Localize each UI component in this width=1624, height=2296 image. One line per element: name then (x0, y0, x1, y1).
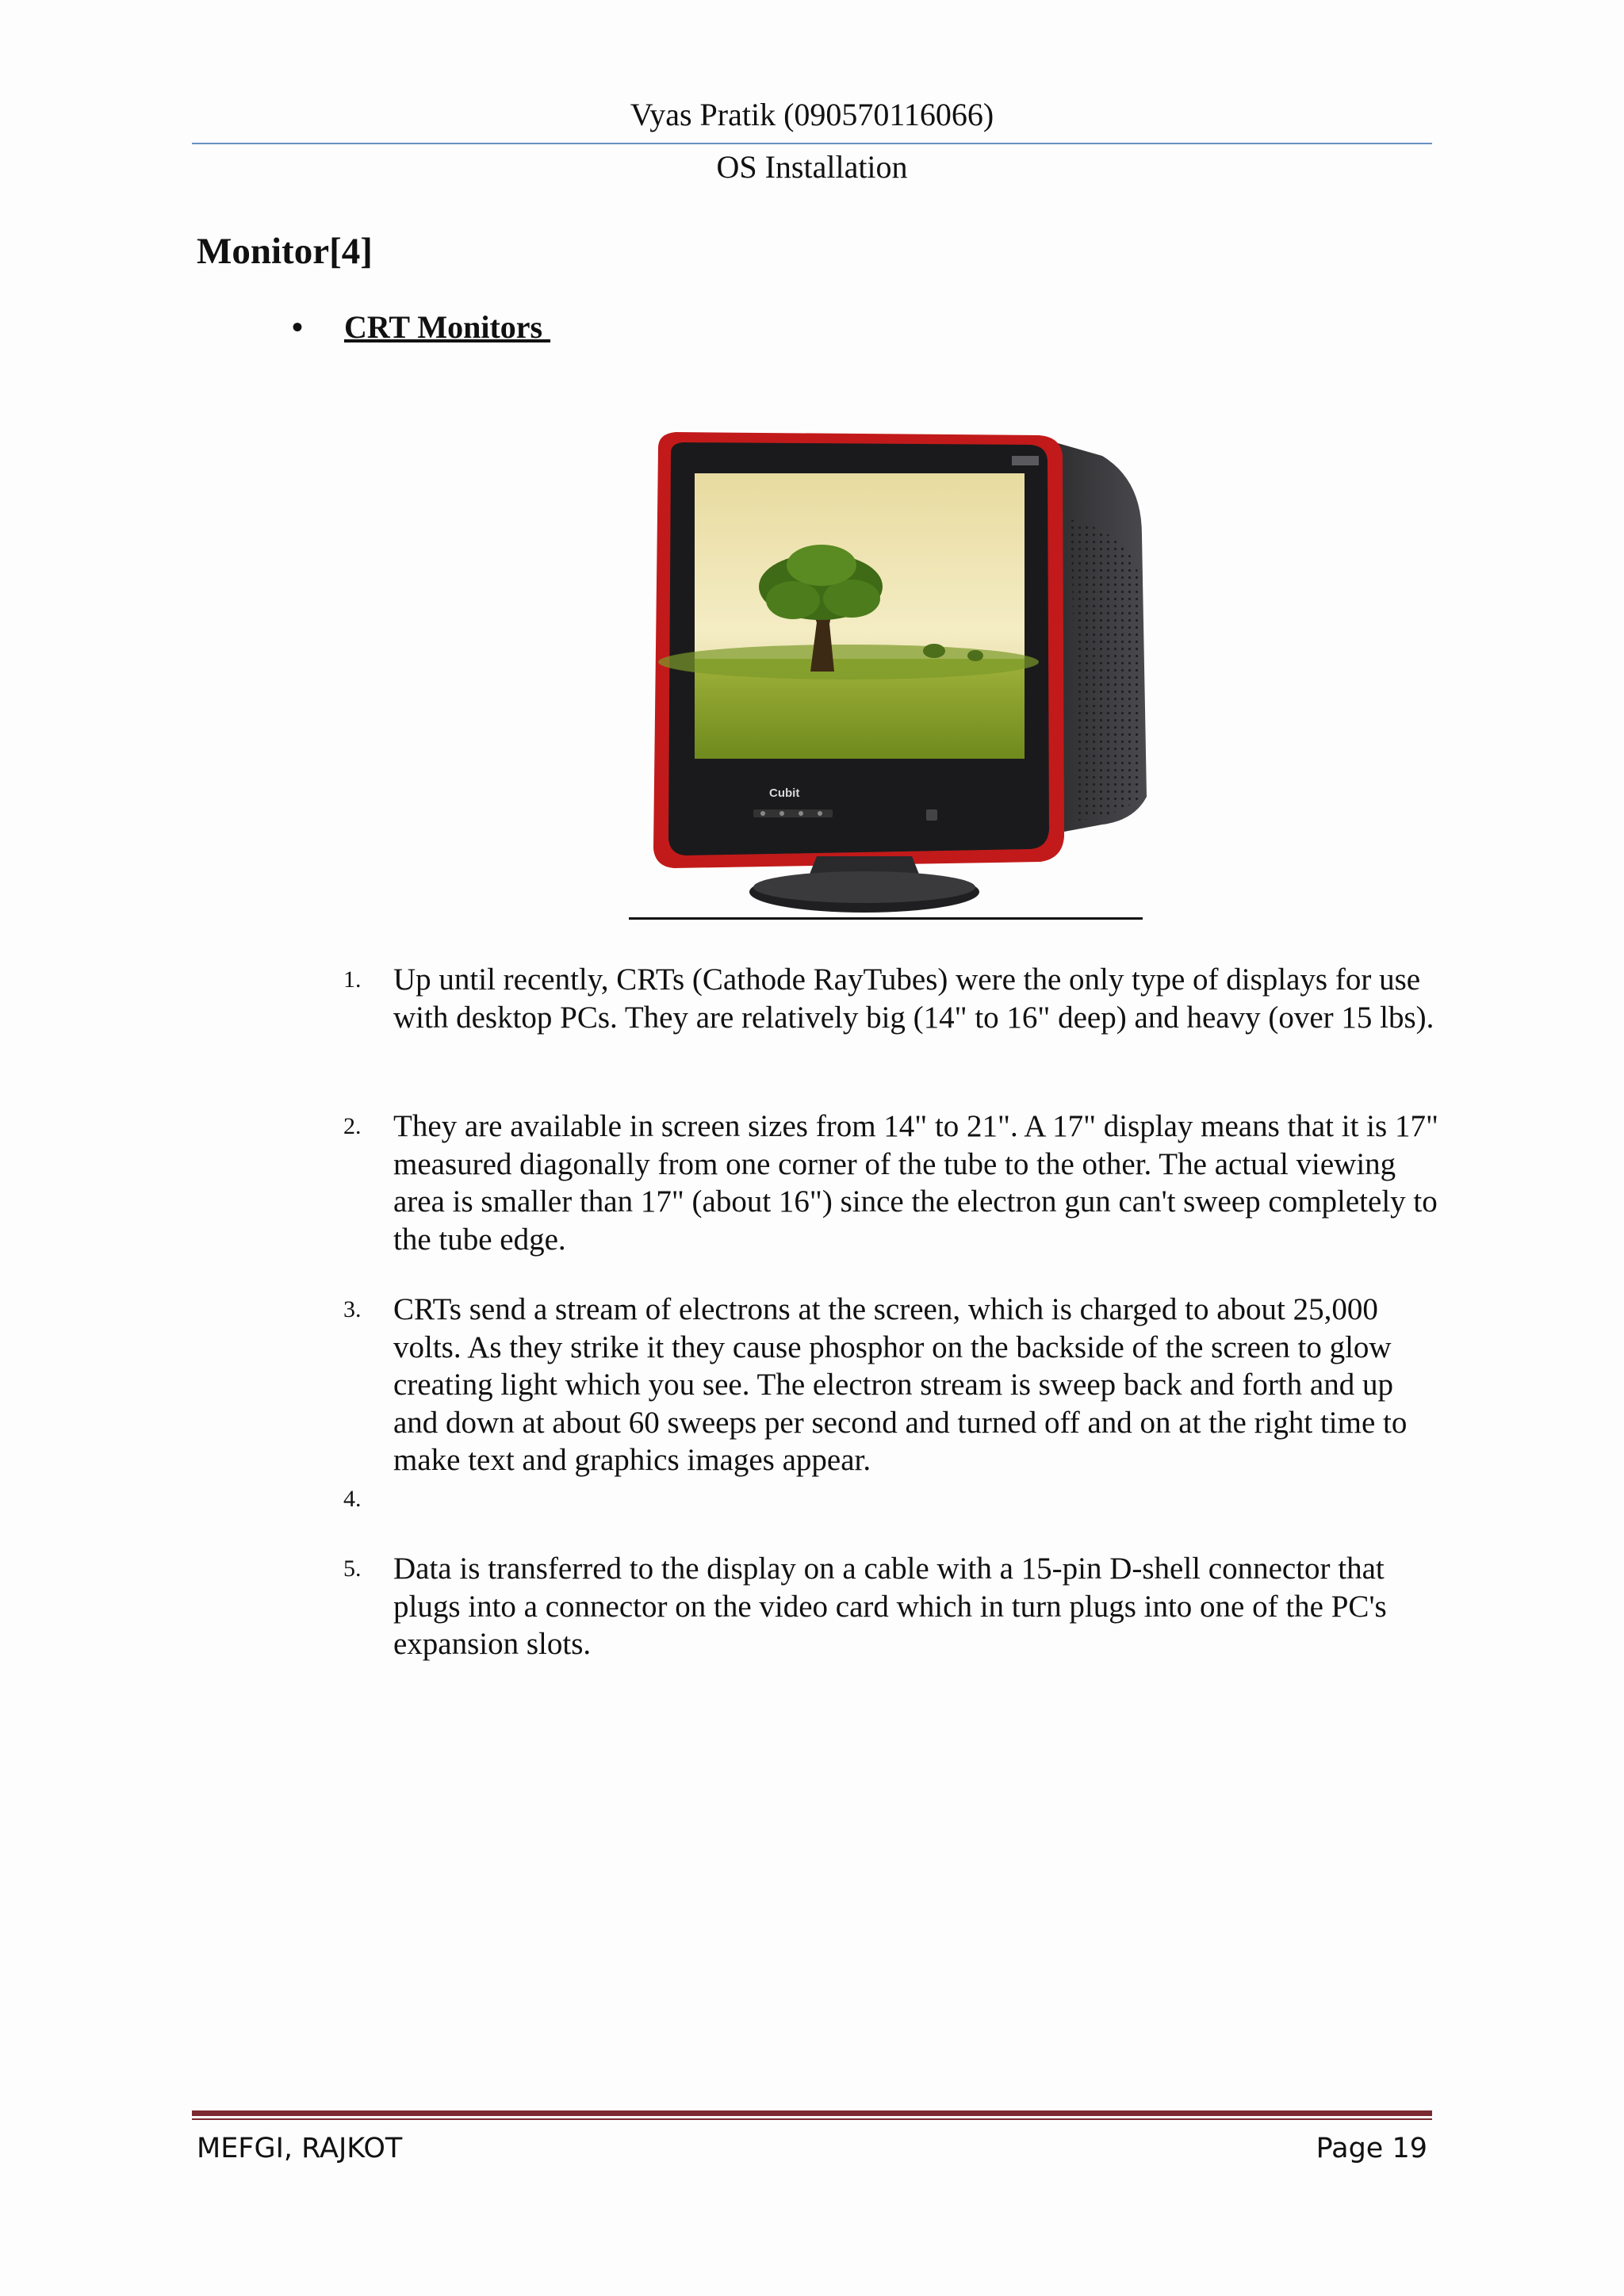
footer-page-number: Page 19 (1316, 2133, 1427, 2164)
list-item-number: 4. (343, 1486, 362, 1512)
section-heading: Monitor[4] (197, 231, 373, 272)
header-divider (192, 143, 1432, 144)
list-item-number: 3. (343, 1296, 362, 1322)
list-item-text: Data is transferred to the display on a cable with a 15-pin D-shell connector that plugs into a connector on the video card which in turn plugs into one of the PC's expansion slots. (393, 1552, 1387, 1661)
list-item-number: 2. (343, 1113, 362, 1139)
list-item-text: CRTs send a stream of electrons at the screen, which is charged to about 25,000 volts. As they strike it they cause phosphor on the backside of the screen to glow creating light which you see. The electron stream is sweep back and forth and up and down at about 60 sweeps per second and turned off and on at the right time to make text and graphics images appear. (393, 1292, 1408, 1477)
list-item-text: Up until recently, CRTs (Cathode RayTubes) were the only type of displays for use with desktop PCs. They are relatively big (14" to 16" deep) and heavy (over 15 lbs). (393, 962, 1434, 1035)
list-item-number: 5. (343, 1556, 362, 1582)
header-subtitle: OS Installation (716, 149, 908, 185)
footer-institution: MEFGI, RAJKOT (197, 2133, 403, 2164)
crt-monitor-image (626, 424, 1147, 916)
figure-underline (629, 917, 1143, 920)
list-item-number: 1. (343, 966, 362, 993)
footer-divider-thin (192, 2118, 1432, 2120)
bullet-label: CRT Monitors (344, 309, 551, 345)
monitor-brand-label: Cubit (769, 786, 800, 800)
header-author: Vyas Pratik (090570116066) (630, 97, 994, 132)
footer-divider-thick (192, 2110, 1432, 2116)
list-item-text: They are available in screen sizes from 14" to 21". A 17" display means that it is 17" measured diagonally from one corner of the tube to the other. The actual viewing area is smaller than 17" (about 16") since the electron gun can't sweep completely to the tube edge. (393, 1109, 1438, 1257)
bullet-icon: • (292, 309, 304, 345)
